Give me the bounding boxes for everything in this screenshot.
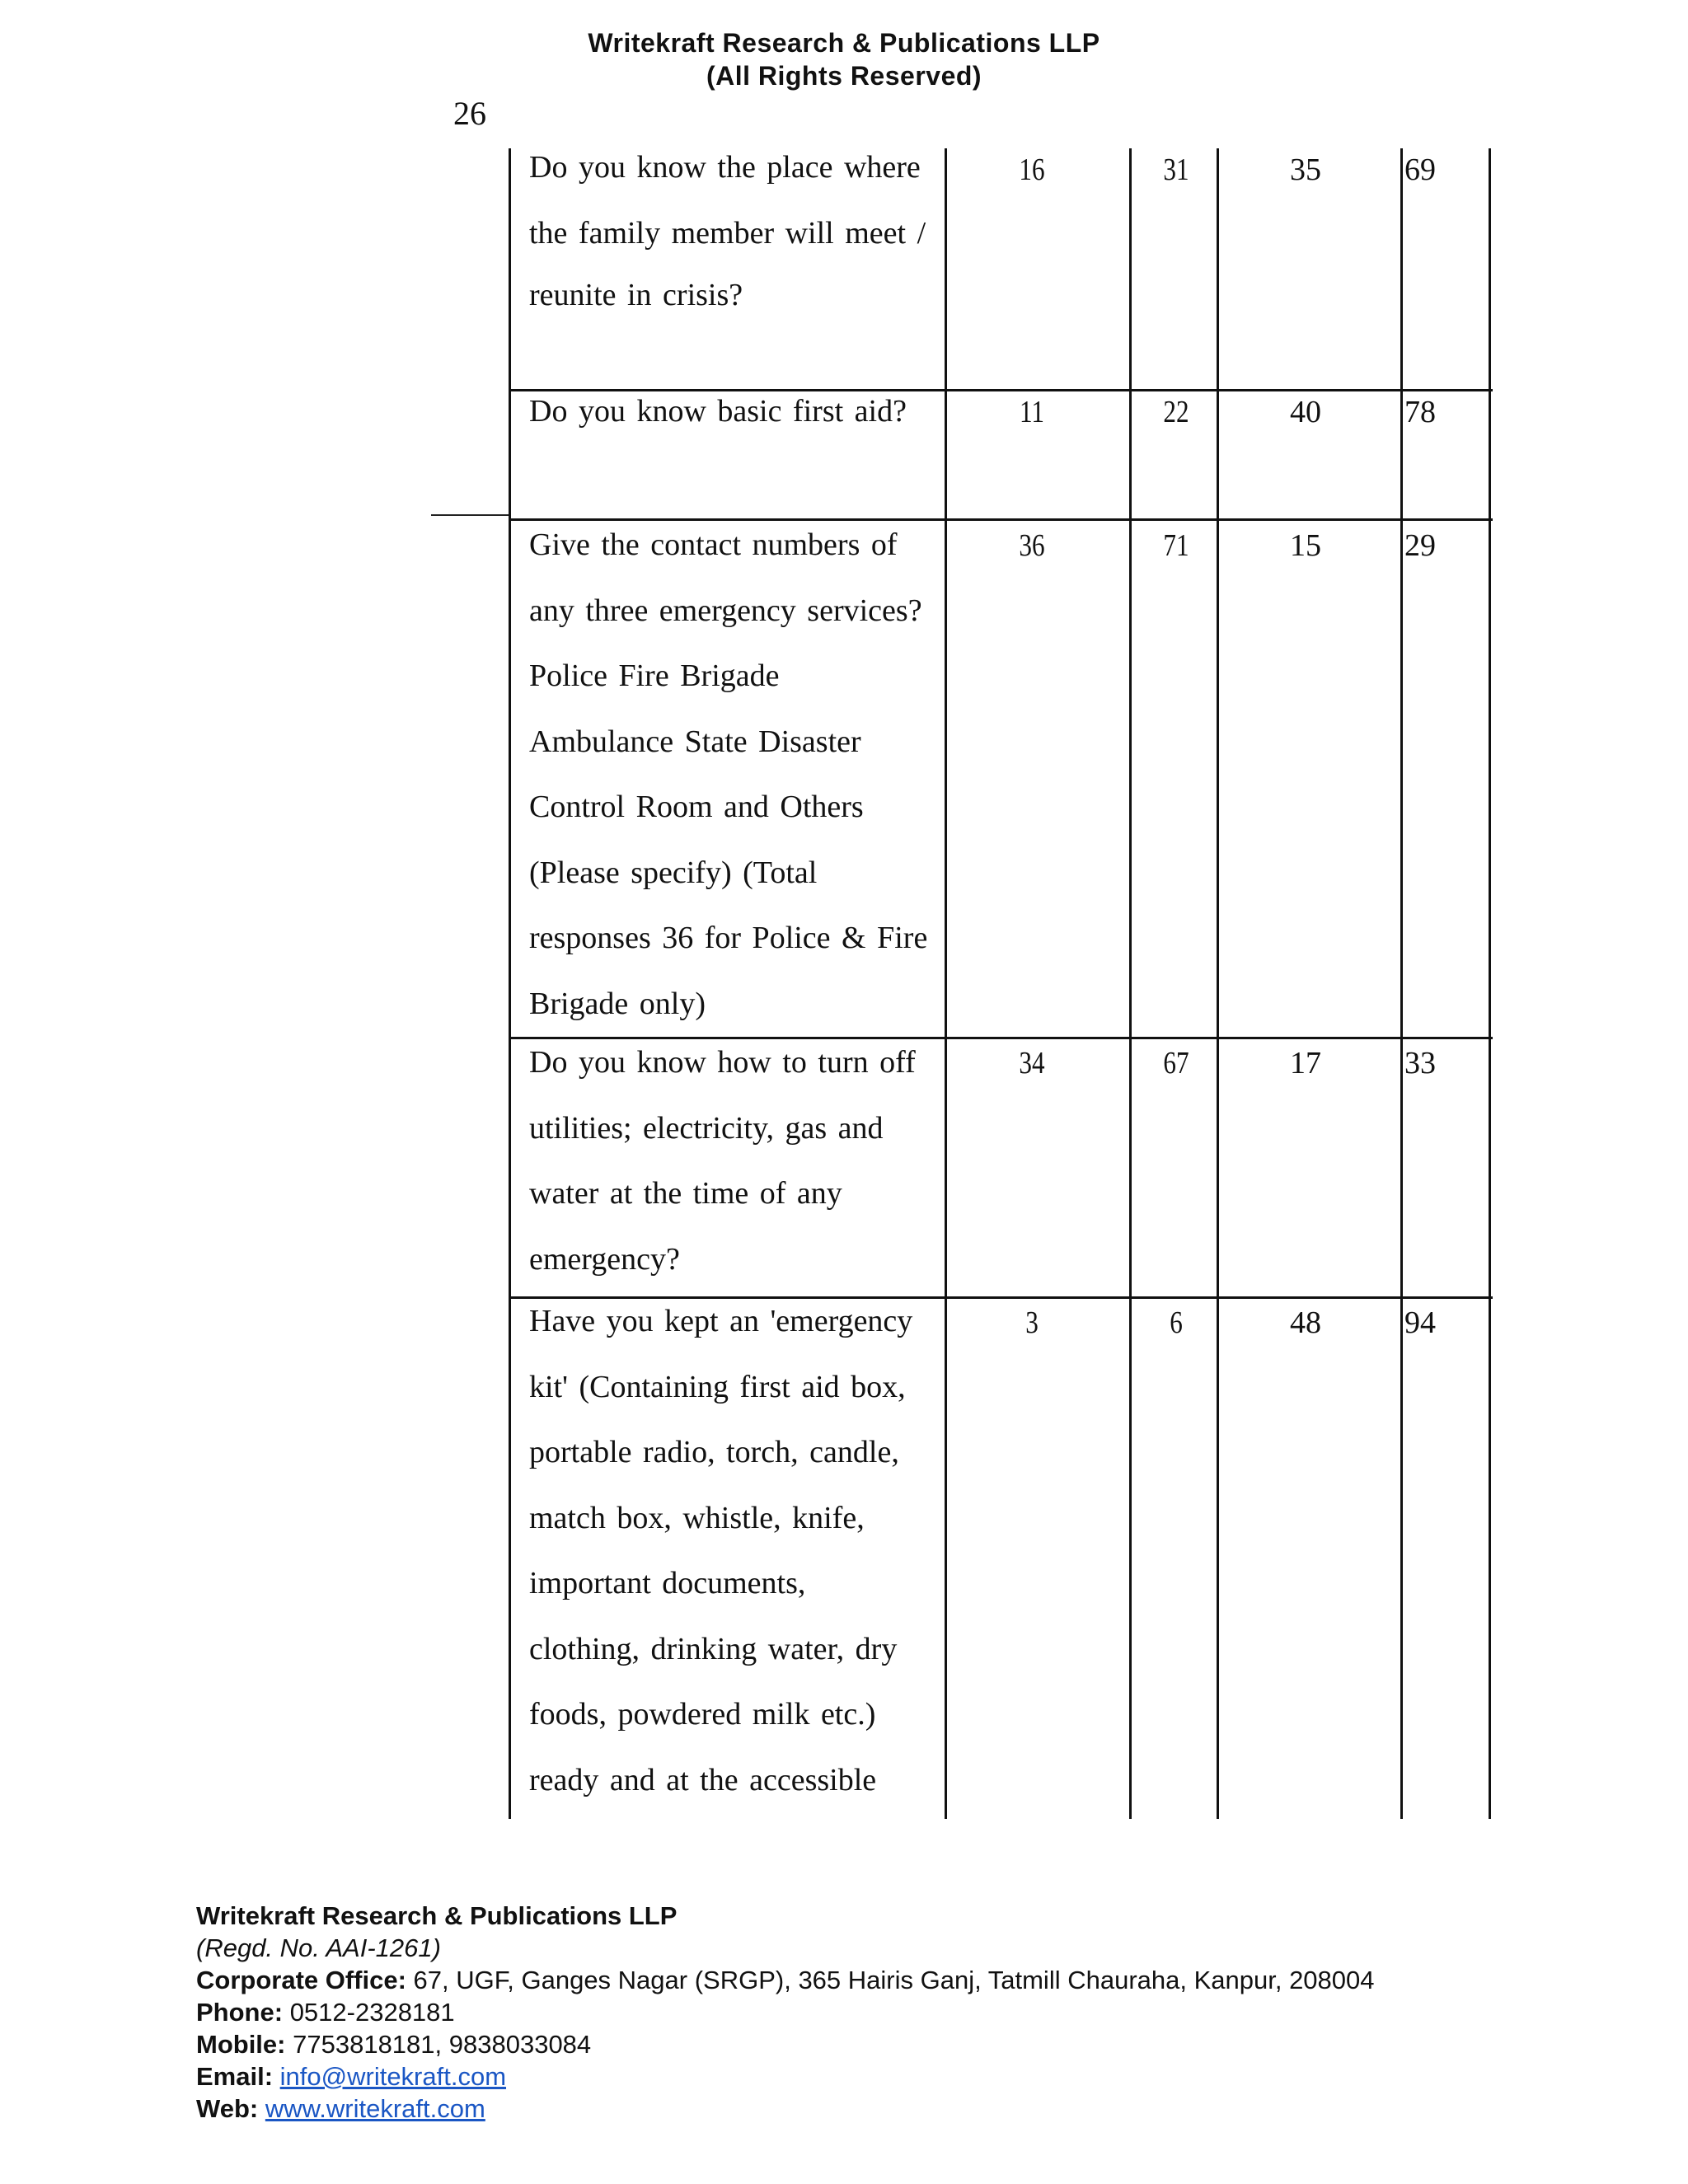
question-cell <box>529 1030 941 1292</box>
footer-web <box>196 2093 1375 2125</box>
question-line: Control Room and Others <box>529 790 864 824</box>
question-line: match box, whistle, knife, <box>529 1500 865 1535</box>
question-line: Do you know the place where <box>529 150 921 185</box>
footer-mobile-label: Mobile: <box>196 2030 286 2059</box>
value-cell: 67 <box>1163 1046 1189 1080</box>
column-divider-3 <box>1217 148 1219 1819</box>
email-link[interactable]: info@writekraft.com <box>279 2062 507 2091</box>
question-line: Police Fire Brigade <box>529 658 780 693</box>
value-cell: 48 <box>1290 1305 1321 1340</box>
question-line: emergency? <box>529 1241 680 1277</box>
question-line: foods, powdered milk etc.) <box>529 1697 876 1732</box>
footer-email <box>196 2060 1375 2093</box>
question-line: Have you kept an 'emergency <box>529 1304 913 1338</box>
question-line: reunite in crisis? <box>529 278 743 312</box>
survey-table <box>509 148 1493 1819</box>
footer <box>196 1900 1375 2125</box>
value-cell: 11 <box>1019 395 1045 429</box>
question-cell <box>529 379 941 445</box>
question-cell <box>529 513 941 1037</box>
page-number: 26 <box>453 95 486 132</box>
value-cell: 29 <box>1404 528 1436 563</box>
value-cell: 40 <box>1290 395 1321 429</box>
footer-company <box>196 1900 1375 1932</box>
table-border-left <box>509 148 511 1819</box>
question-line: Give the contact numbers of <box>529 527 898 562</box>
header-rights: (All Rights Reserved) <box>706 61 982 91</box>
question-line: clothing, drinking water, dry <box>529 1631 898 1666</box>
footer-office-address: 67, UGF, Ganges Nagar (SRGP), 365 Hairis Ganj, Tatmill Chauraha, Kanpur, 208004 <box>413 1966 1375 1994</box>
value-cell: 78 <box>1404 395 1436 429</box>
footer-regd-text: (Regd. No. AAI-1261) <box>196 1933 441 1962</box>
footer-phone-number: 0512-2328181 <box>289 1998 455 2027</box>
column-divider-1 <box>945 148 947 1819</box>
table-stub-divider <box>431 514 511 516</box>
value-cell: 69 <box>1404 152 1436 187</box>
question-line: ready and at the accessible <box>529 1762 877 1797</box>
footer-registration <box>196 1932 1375 1964</box>
footer-phone-label: Phone: <box>196 1998 284 2027</box>
value-cell: 16 <box>1019 152 1045 187</box>
footer-mobile-numbers: 7753818181, 9838033084 <box>293 2030 592 2059</box>
question-line: the family member will meet / <box>529 215 926 251</box>
footer-mobile <box>196 2028 1375 2060</box>
question-line: responses 36 for Police & Fire <box>529 921 928 955</box>
question-line: Do you know how to turn off <box>529 1045 916 1080</box>
question-line: important documents, <box>529 1566 806 1601</box>
question-line: Ambulance State Disaster <box>529 724 861 759</box>
table-border-right <box>1489 148 1491 1819</box>
value-cell: 31 <box>1163 152 1189 187</box>
header-publisher: Writekraft Research & Publications LLP <box>588 28 1100 58</box>
question-cell <box>529 135 941 329</box>
value-cell: 15 <box>1290 528 1321 563</box>
value-cell: 22 <box>1163 395 1189 429</box>
footer-web-label: Web: <box>196 2094 259 2123</box>
footer-company-name: Writekraft Research & Publications LLP <box>196 1901 678 1930</box>
question-line: (Please specify) (Total <box>529 855 818 890</box>
footer-office-label: Corporate Office: <box>196 1966 406 1994</box>
value-cell: 71 <box>1163 528 1189 563</box>
question-line: utilities; electricity, gas and <box>529 1110 884 1146</box>
footer-email-label: Email: <box>196 2062 274 2091</box>
value-cell: 17 <box>1290 1046 1321 1080</box>
value-cell: 33 <box>1404 1046 1436 1080</box>
question-line: Brigade only) <box>529 986 706 1021</box>
value-cell: 94 <box>1404 1305 1436 1340</box>
question-line: water at the time of any <box>529 1176 842 1211</box>
value-cell: 34 <box>1019 1046 1045 1080</box>
question-cell <box>529 1289 941 1813</box>
question-line: any three emergency services? <box>529 593 922 628</box>
column-divider-2 <box>1129 148 1132 1819</box>
value-cell: 6 <box>1170 1305 1183 1340</box>
value-cell: 35 <box>1290 152 1321 187</box>
value-cell: 36 <box>1019 528 1045 563</box>
website-link[interactable]: www.writekraft.com <box>265 2094 485 2123</box>
question-line: portable radio, torch, candle, <box>529 1435 899 1469</box>
value-cell: 3 <box>1025 1305 1039 1340</box>
footer-office <box>196 1964 1375 1996</box>
question-line: Do you know basic first aid? <box>529 394 907 429</box>
footer-phone <box>196 1996 1375 2028</box>
question-line: kit' (Containing first aid box, <box>529 1369 906 1404</box>
